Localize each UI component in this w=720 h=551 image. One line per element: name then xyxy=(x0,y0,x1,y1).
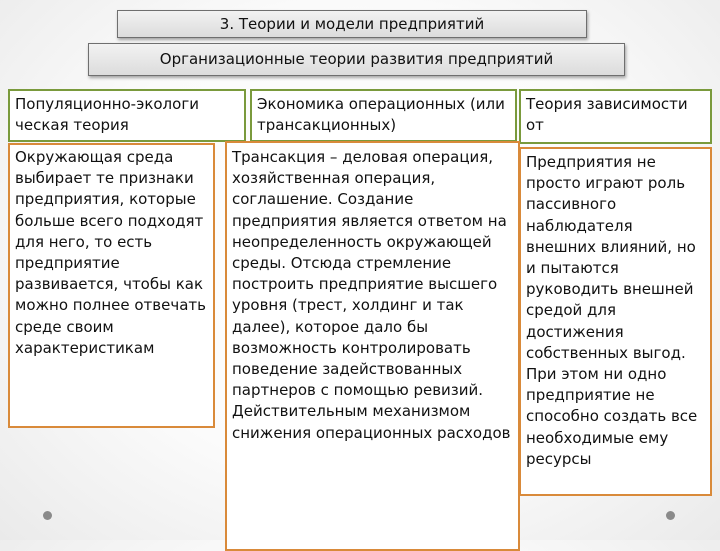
slide-title: 3. Теории и модели предприятий xyxy=(117,10,587,38)
slide-subtitle: Организационные теории развития предприятий xyxy=(88,43,625,76)
column-2-body: Трансакция – деловая операция, хозяйственная операция, соглашение. Создание предприятия является ответом на неопределенность окружающей среды. Отсюда стремление построить предприятие высшего уровня (трест, холдинг и так далее), которое дало бы возможность контролировать поведение задействованных партнеров с помощью ревизий. Действительным механизмом снижения операционных расходов xyxy=(225,141,520,551)
column-1-header: Популяционно-экологи ческая теория xyxy=(8,89,246,142)
column-3-body: Предприятия не просто играют роль пассивного наблюдателя внешних влияний, но и пытаются руководить внешней средой для достижения собственных выгод. При этом ни одно предприятие не способно создать все необходимые ему ресурсы xyxy=(519,147,712,496)
column-1-body: Окружающая среда выбирает те признаки предприятия, которые больше всего подходят для него, то есть предприятие развивается, чтобы как можно полнее отвечать среде своим характеристикам xyxy=(8,143,215,428)
column-2-header: Экономика операционных (или трансакционных) xyxy=(250,89,517,142)
decorative-dot-left xyxy=(43,511,52,520)
decorative-dot-right xyxy=(666,511,675,520)
column-3-header: Теория зависимости от xyxy=(519,89,712,144)
